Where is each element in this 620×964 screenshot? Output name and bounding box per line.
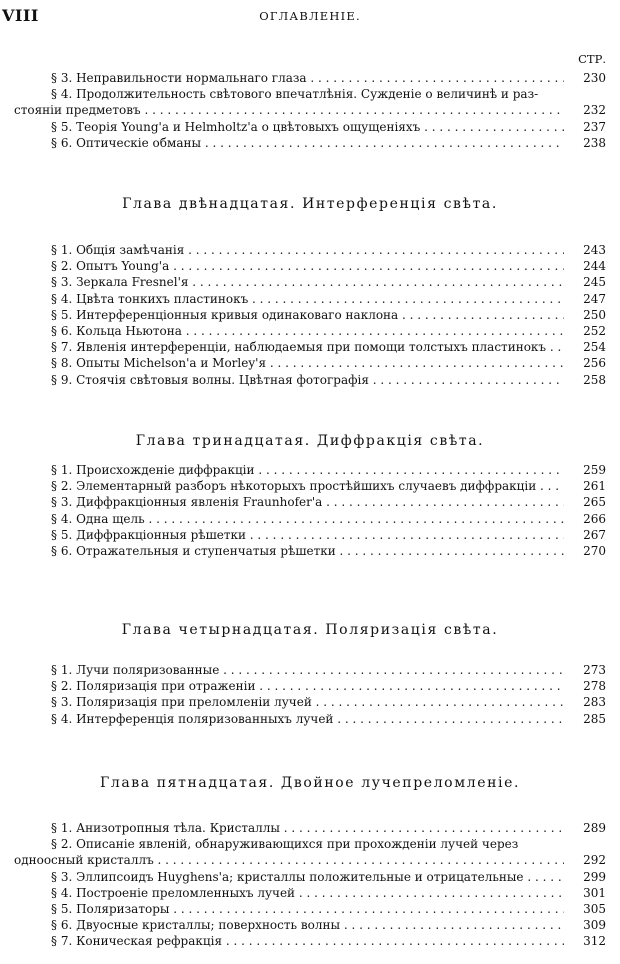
toc-entry-list xyxy=(0,70,620,151)
toc-entry-page: 289 xyxy=(583,821,606,835)
page-title: ОГЛАВЛЕНІЕ. xyxy=(259,9,361,23)
toc-entry xyxy=(0,372,620,388)
toc-entry-title: § 3. Диффракціонныя явленія Fraunhofer'a . . . xyxy=(51,494,564,510)
page-header xyxy=(0,6,620,28)
toc-entry-page: 245 xyxy=(583,275,606,290)
toc-entry xyxy=(0,462,620,478)
toc-entry-page: 292 xyxy=(583,853,606,868)
toc-entry-list xyxy=(0,462,620,559)
toc-entry-page: 252 xyxy=(583,323,606,338)
chapter-heading: Глава двѣнадцатая. Интерференція свѣта. xyxy=(122,196,498,212)
toc-entry-page: 270 xyxy=(583,543,606,558)
toc-entry-page: 278 xyxy=(583,679,606,694)
toc-entry-title: § 1. Общія замѣчанія . . . xyxy=(51,242,564,258)
toc-entry xyxy=(0,478,620,494)
toc-entry-title: § 5. Теорія Young'a и Helmholtz'a о цвѣтовыхъ ощущеніяхъ . . . xyxy=(51,119,564,135)
toc-entry-title: § 1. Происхожденіе диффракціи . . . xyxy=(51,462,564,478)
toc-entry-page: 299 xyxy=(583,869,606,884)
toc-entry-title: § 2. Описаніе явленій, обнаруживающихся при прохожденіи лучей через xyxy=(51,837,519,852)
toc-entry xyxy=(0,852,620,868)
toc-entry-page: 273 xyxy=(583,663,606,677)
toc-entry-title: § 2. Поляризація при отраженіи . . . xyxy=(51,678,564,694)
toc-entry-page: 250 xyxy=(583,307,606,322)
toc-entry xyxy=(0,694,620,710)
toc-entry xyxy=(0,511,620,527)
toc-entry-page: 238 xyxy=(583,135,606,150)
toc-entry xyxy=(0,102,620,118)
toc-entry-page: 267 xyxy=(583,527,606,542)
toc-entry-page: 265 xyxy=(583,495,606,510)
toc-entry-title: § 6. Кольца Ньютона . . . xyxy=(51,323,564,339)
toc-entry-title: § 1. Лучи поляризованные . . . xyxy=(51,662,564,678)
toc-entry xyxy=(0,86,620,102)
toc-entry xyxy=(0,323,620,339)
toc-entry xyxy=(0,135,620,151)
toc-entry xyxy=(0,662,620,678)
toc-entry-list xyxy=(0,662,620,727)
toc-entry-page: 301 xyxy=(583,885,606,900)
toc-entry-title: § 1. Анизотропныя тѣла. Кристаллы . . . xyxy=(51,820,564,836)
toc-entry-title: § 3. Эллипсоидъ Huyghens'a; кристаллы положительные и отрицательные . . . xyxy=(51,869,564,885)
toc-entry-title: § 4. Интерференція поляризованныхъ лучей . . . xyxy=(51,711,564,727)
toc-entry-page: 283 xyxy=(583,695,606,710)
toc-entry-title: § 5. Диффракціонныя рѣшетки . . . xyxy=(51,527,564,543)
toc-entry-page: 256 xyxy=(583,356,606,371)
page-number: VIII xyxy=(2,6,39,25)
toc-entry xyxy=(0,917,620,933)
toc-entry-title: § 9. Стоячія свѣтовыя волны. Цвѣтная фотографія . . . xyxy=(51,372,564,388)
toc-entry-title: § 4. Построеніе преломленныхъ лучей . . . xyxy=(51,885,564,901)
toc-entry xyxy=(0,901,620,917)
toc-entry-page: 261 xyxy=(583,479,606,494)
toc-entry xyxy=(0,711,620,727)
toc-entry-page: 312 xyxy=(583,934,606,949)
toc-entry-title: § 3. Зеркала Fresnel'я . . . xyxy=(51,274,564,290)
chapter-heading: Глава четырнадцатая. Поляризація свѣта. xyxy=(121,622,499,638)
page-column-label: СТР. xyxy=(578,52,606,66)
toc-entry-title: одноосный кристаллъ . . . xyxy=(14,852,564,868)
toc-entry-page: 243 xyxy=(583,243,606,257)
toc-entry xyxy=(0,274,620,290)
toc-entry-page: 305 xyxy=(583,901,606,916)
toc-entry-page: 244 xyxy=(583,259,606,274)
toc-entry xyxy=(0,678,620,694)
toc-entry-title: § 7. Коническая рефракція . . . xyxy=(51,933,564,949)
toc-entry-title: § 6. Двуосные кристаллы; поверхность волны . . . xyxy=(51,917,564,933)
chapter-heading: Глава тринадцатая. Диффракція свѣта. xyxy=(135,433,485,449)
toc-entry-page: 258 xyxy=(583,372,606,387)
toc-entry xyxy=(0,543,620,559)
toc-entry-title: § 4. Одна щель . . . xyxy=(51,511,564,527)
toc-entry xyxy=(0,869,620,885)
toc-entry xyxy=(0,885,620,901)
toc-entry xyxy=(0,119,620,135)
toc-entry xyxy=(0,339,620,355)
toc-entry xyxy=(0,355,620,371)
toc-entry xyxy=(0,70,620,86)
toc-entry-title: § 8. Опыты Michelson'a и Morley'я . . . xyxy=(51,355,564,371)
toc-entry-title: § 4. Продолжительность свѣтового впечатлѣнія. Сужденіе о величинѣ и раз- xyxy=(51,87,539,102)
toc-entry-page: 254 xyxy=(583,340,606,355)
toc-entry-page: 230 xyxy=(583,71,606,85)
toc-entry-page: 237 xyxy=(583,119,606,134)
toc-entry-title: § 2. Элементарный разборъ нѣкоторыхъ простѣйшихъ случаевъ диффракціи . . . xyxy=(51,478,564,494)
toc-entry-page: 266 xyxy=(583,511,606,526)
toc-entry-title: § 5. Интерференціонныя кривыя одинаковаго наклона . . . xyxy=(51,307,564,323)
toc-entry-title: § 7. Явленія интерференціи, наблюдаемыя при помощи толстыхъ пластинокъ . . . xyxy=(51,339,564,355)
toc-entry-title: стояніи предметовъ . . . xyxy=(14,102,564,118)
toc-entry xyxy=(0,820,620,836)
toc-entry-title: § 5. Поляризаторы . . . xyxy=(51,901,564,917)
toc-entry xyxy=(0,836,620,852)
toc-entry xyxy=(0,527,620,543)
toc-entry-page: 259 xyxy=(583,463,606,477)
toc-entry-title: § 4. Цвѣта тонкихъ пластинокъ . . . xyxy=(51,291,564,307)
toc-entry xyxy=(0,933,620,949)
toc-entry-title: § 2. Опытъ Young'a . . . xyxy=(51,258,564,274)
toc-entry-title: § 6. Оптическіе обманы . . . xyxy=(51,135,564,151)
toc-entry xyxy=(0,242,620,258)
toc-entry xyxy=(0,494,620,510)
toc-entry-list xyxy=(0,242,620,388)
chapter-heading: Глава пятнадцатая. Двойное лучепреломленіе. xyxy=(99,775,521,791)
toc-entry-title: § 6. Отражательныя и ступенчатыя рѣшетки . . . xyxy=(51,543,564,559)
toc-entry xyxy=(0,307,620,323)
toc-entry-page: 247 xyxy=(583,291,606,306)
toc-entry xyxy=(0,291,620,307)
toc-entry-title: § 3. Поляризація при преломленіи лучей . . . xyxy=(51,694,564,710)
toc-entry-page: 232 xyxy=(583,103,606,118)
toc-entry-title: § 3. Неправильности нормальнаго глаза . . . xyxy=(51,70,564,86)
toc-entry-page: 285 xyxy=(583,711,606,726)
toc-entry-page: 309 xyxy=(583,918,606,933)
toc-entry xyxy=(0,258,620,274)
toc-entry-list xyxy=(0,820,620,950)
